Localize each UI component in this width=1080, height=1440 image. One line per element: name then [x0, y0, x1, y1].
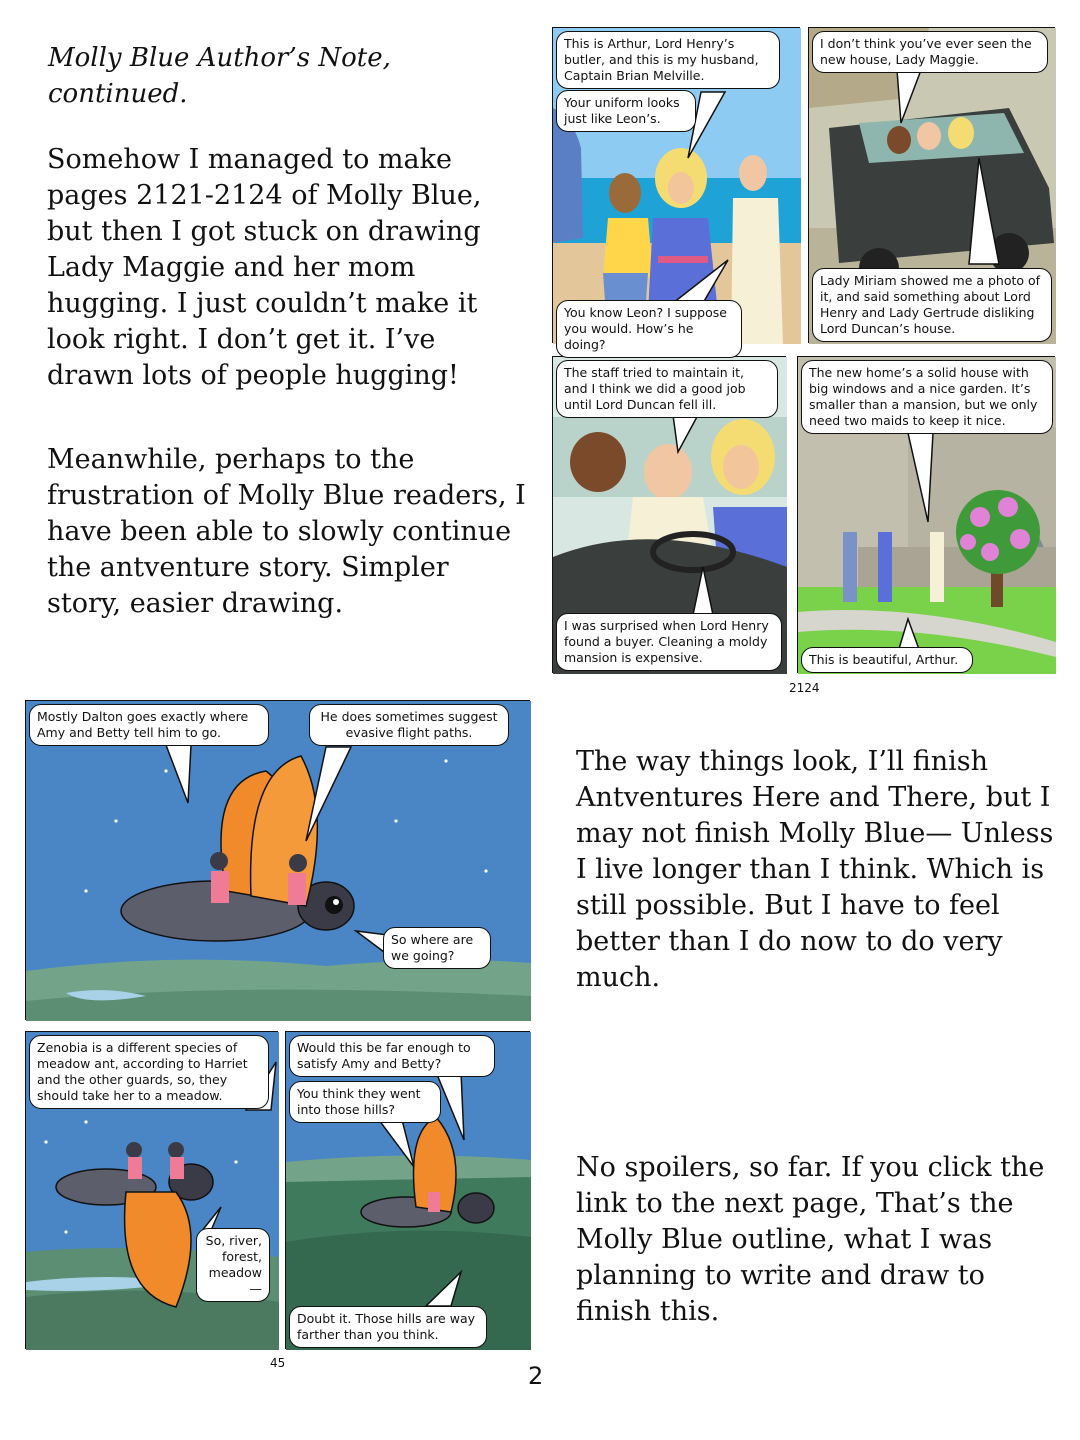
comic-page-number: 45	[270, 1356, 286, 1370]
molly-panel-3	[552, 356, 786, 673]
note-paragraph-4: No spoilers, so far. If you click the link to the next page, That’s the Molly Blue outline, what I was planning to write and draw to finish this.	[576, 1152, 1045, 1327]
tail-5	[26, 701, 531, 1021]
speech-bubble: Lady Miriam showed me a photo of it, and said something about Lord Henry and Lady Gertrude disliking Lord Duncan’s house.	[812, 268, 1052, 342]
ant-panel-2	[25, 1031, 278, 1349]
speech-bubble: You know Leon? I suppose you would. How’s he doing?	[556, 300, 742, 358]
note-paragraph-1: Somehow I managed to make pages 2121-2124 of Molly Blue, but then I got stuck on drawing Lady Maggie and her mom hugging. I just couldn’t make it look right. I don’t get it. I’ve drawn lots of people hugging!	[47, 144, 482, 391]
speech-bubble: The new home’s a solid house with big windows and a nice garden. It’s smaller than a mansion, but we only need two maids to keep it nice.	[801, 360, 1053, 434]
note-title: Molly Blue Author’s Note, continued.	[48, 43, 391, 109]
page-number: 2	[528, 1362, 544, 1390]
speech-bubble: This is beautiful, Arthur.	[801, 647, 973, 673]
comic-page-number: 2124	[789, 681, 820, 695]
speech-bubble: The staff tried to maintain it, and I think we did a good job until Lord Duncan fell ill.	[556, 360, 778, 418]
speech-bubble: You think they went into those hills?	[289, 1081, 441, 1123]
tail-7	[286, 1032, 531, 1350]
speech-bubble: Doubt it. Those hills are way farther than you think.	[289, 1306, 487, 1348]
speech-bubble: Would this be far enough to satisfy Amy and Betty?	[289, 1035, 495, 1077]
speech-bubble: Mostly Dalton goes exactly where Amy and Betty tell him to go.	[29, 704, 269, 746]
speech-bubble: Your uniform looks just like Leon’s.	[556, 90, 696, 132]
speech-bubble: Zenobia is a different species of meadow ant, according to Harriet and the other guards, so, they should take her to a meadow.	[29, 1035, 269, 1109]
speech-bubble: I don’t think you’ve ever seen the new house, Lady Maggie.	[812, 31, 1048, 73]
speech-bubble: So, river, forest, meadow—	[196, 1228, 270, 1302]
molly-panel-1	[552, 27, 800, 352]
ant-panel-1	[25, 700, 530, 1020]
note-paragraph-2: Meanwhile, perhaps to the frustration of Molly Blue readers, I have been able to slowly continue the antventure story. Simpler story, easier drawing.	[47, 444, 526, 619]
molly-panel-4	[797, 356, 1055, 673]
ant-panel-3	[285, 1031, 530, 1349]
note-paragraph-3: The way things look, I’ll finish Antventures Here and There, but I may not finish Molly Blue— Unless I live longer than I think. Which is still possible. But I have to feel better than I do now to do very much.	[576, 746, 1054, 993]
molly-panel-2	[808, 27, 1055, 343]
speech-bubble: I was surprised when Lord Henry found a buyer. Cleaning a moldy mansion is expensive.	[556, 613, 782, 671]
speech-bubble: He does sometimes suggest evasive flight paths.	[309, 704, 509, 746]
speech-bubble: So where are we going?	[383, 927, 491, 969]
speech-bubble: This is Arthur, Lord Henry’s butler, and this is my husband, Captain Brian Melville.	[556, 31, 780, 89]
